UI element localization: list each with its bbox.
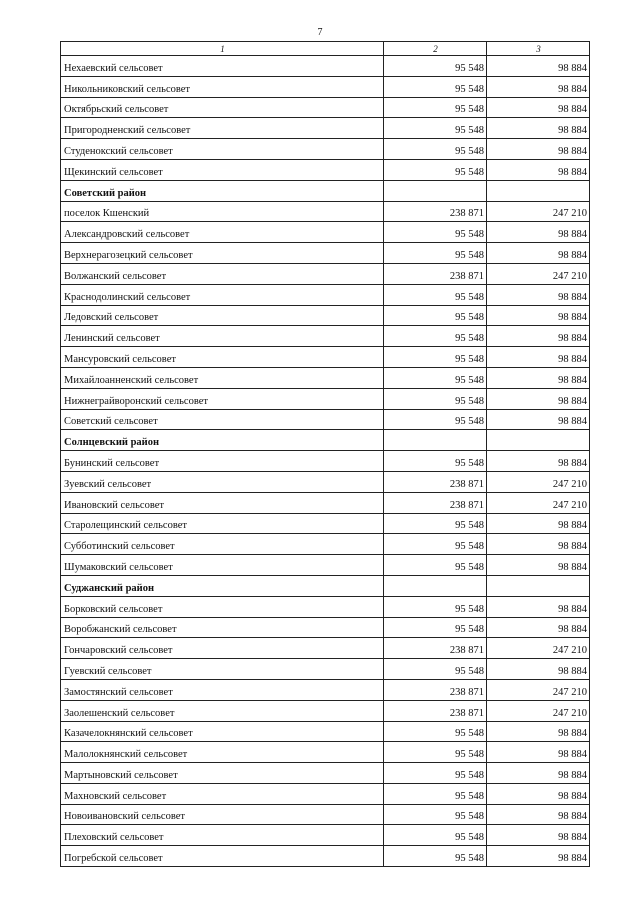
value-col-3: 98 884 [487,846,590,867]
settlement-name: Казачелокнянский сельсовет [61,721,384,742]
table-row [61,76,590,97]
value-col-3: 98 884 [487,284,590,305]
value-col-3: 98 884 [487,388,590,409]
table-row [61,451,590,472]
table-row [61,638,590,659]
value-col-2: 95 548 [384,804,487,825]
header-cell-3: 3 [487,42,590,56]
settlement-name: Зуевский сельсовет [61,471,384,492]
value-col-3: 98 884 [487,305,590,326]
value-col-3 [487,180,590,201]
table-row [61,659,590,680]
value-col-3: 98 884 [487,721,590,742]
district-header-row [61,180,590,201]
settlement-name: Ледовский сельсовет [61,305,384,326]
table-row [61,222,590,243]
district-name: Солнцевский район [61,430,384,451]
value-col-2: 95 548 [384,97,487,118]
table-row [61,139,590,160]
value-col-2: 95 548 [384,118,487,139]
settlement-name: Волжанский сельсовет [61,263,384,284]
allocation-table [60,41,590,867]
value-col-3: 98 884 [487,243,590,264]
table-body [61,42,590,867]
value-col-3: 98 884 [487,513,590,534]
value-col-3: 98 884 [487,825,590,846]
value-col-2: 95 548 [384,721,487,742]
table-row [61,97,590,118]
value-col-2: 95 548 [384,159,487,180]
value-col-2: 238 871 [384,700,487,721]
settlement-name: Воробжанский сельсовет [61,617,384,638]
value-col-2: 95 548 [384,367,487,388]
settlement-name: Краснодолинский сельсовет [61,284,384,305]
value-col-3: 98 884 [487,139,590,160]
settlement-name: Октябрьский сельсовет [61,97,384,118]
value-col-3: 247 210 [487,700,590,721]
settlement-name: Нехаевский сельсовет [61,56,384,77]
district-header-row [61,430,590,451]
value-col-2: 95 548 [384,222,487,243]
value-col-3 [487,575,590,596]
value-col-3: 98 884 [487,534,590,555]
settlement-name: Заолешенский сельсовет [61,700,384,721]
table-row [61,409,590,430]
value-col-3: 98 884 [487,617,590,638]
table-row [61,263,590,284]
table-row [61,471,590,492]
value-col-2: 95 548 [384,742,487,763]
value-col-2: 95 548 [384,846,487,867]
value-col-3: 98 884 [487,326,590,347]
value-col-3: 98 884 [487,76,590,97]
table-row [61,742,590,763]
value-col-3: 247 210 [487,492,590,513]
value-col-3: 98 884 [487,451,590,472]
settlement-name: Щекинский сельсовет [61,159,384,180]
header-cell-1: 1 [61,42,384,56]
value-col-3: 98 884 [487,555,590,576]
value-col-2: 95 548 [384,451,487,472]
table-row [61,596,590,617]
value-col-3 [487,430,590,451]
value-col-3: 98 884 [487,56,590,77]
value-col-2: 95 548 [384,825,487,846]
value-col-2: 95 548 [384,284,487,305]
settlement-name: Махновский сельсовет [61,783,384,804]
table-row [61,305,590,326]
value-col-3: 98 884 [487,659,590,680]
value-col-3: 98 884 [487,596,590,617]
value-col-3: 247 210 [487,638,590,659]
value-col-3: 98 884 [487,367,590,388]
table-row [61,534,590,555]
table-row [61,700,590,721]
value-col-2 [384,180,487,201]
page-number: 7 [317,27,323,38]
value-col-2: 95 548 [384,347,487,368]
settlement-name: Студенокский сельсовет [61,139,384,160]
value-col-2 [384,575,487,596]
table-row [61,679,590,700]
value-col-2: 95 548 [384,388,487,409]
value-col-2: 95 548 [384,409,487,430]
table-row [61,825,590,846]
table-row [61,159,590,180]
table-row [61,56,590,77]
value-col-2: 238 871 [384,638,487,659]
value-col-2: 238 871 [384,492,487,513]
settlement-name: Плеховский сельсовет [61,825,384,846]
value-col-2 [384,430,487,451]
table-row [61,388,590,409]
table-row [61,555,590,576]
settlement-name: Новоивановский сельсовет [61,804,384,825]
value-col-3: 98 884 [487,742,590,763]
value-col-3: 98 884 [487,118,590,139]
settlement-name: Бунинский сельсовет [61,451,384,472]
value-col-2: 95 548 [384,139,487,160]
settlement-name: Никольниковский сельсовет [61,76,384,97]
table-row [61,118,590,139]
table-row [61,284,590,305]
value-col-3: 247 210 [487,679,590,700]
value-col-2: 95 548 [384,617,487,638]
settlement-name: Нижнеграйворонский сельсовет [61,388,384,409]
settlement-name: Борковский сельсовет [61,596,384,617]
value-col-3: 98 884 [487,159,590,180]
value-col-2: 95 548 [384,305,487,326]
table-row [61,617,590,638]
header-cell-2: 2 [384,42,487,56]
settlement-name: Мартыновский сельсовет [61,763,384,784]
table-row [61,846,590,867]
value-col-3: 98 884 [487,409,590,430]
settlement-name: Мансуровский сельсовет [61,347,384,368]
settlement-name: Шумаковский сельсовет [61,555,384,576]
value-col-3: 98 884 [487,783,590,804]
settlement-name: Ленинский сельсовет [61,326,384,347]
settlement-name: Замостянский сельсовет [61,679,384,700]
district-name: Суджанский район [61,575,384,596]
settlement-name: Малолокнянский сельсовет [61,742,384,763]
settlement-name: Ивановский сельсовет [61,492,384,513]
settlement-name: Гуевский сельсовет [61,659,384,680]
district-name: Советский район [61,180,384,201]
value-col-2: 238 871 [384,201,487,222]
table-row [61,513,590,534]
table-header-row [61,42,590,56]
table-row [61,243,590,264]
value-col-2: 95 548 [384,596,487,617]
value-col-3: 98 884 [487,347,590,368]
settlement-name: Гончаровский сельсовет [61,638,384,659]
settlement-name: Александровский сельсовет [61,222,384,243]
table-row [61,763,590,784]
value-col-2: 95 548 [384,763,487,784]
table-row [61,326,590,347]
value-col-3: 98 884 [487,763,590,784]
value-col-2: 95 548 [384,783,487,804]
value-col-2: 95 548 [384,76,487,97]
table-row [61,347,590,368]
table-row [61,783,590,804]
table-row [61,367,590,388]
settlement-name: Старолещинский сельсовет [61,513,384,534]
value-col-2: 238 871 [384,263,487,284]
value-col-3: 247 210 [487,263,590,284]
value-col-2: 95 548 [384,659,487,680]
table-row [61,721,590,742]
value-col-2: 95 548 [384,534,487,555]
table-row [61,804,590,825]
value-col-3: 247 210 [487,201,590,222]
district-header-row [61,575,590,596]
value-col-3: 98 884 [487,97,590,118]
settlement-name: Субботинский сельсовет [61,534,384,555]
value-col-2: 95 548 [384,555,487,576]
settlement-name: поселок Кшенский [61,201,384,222]
value-col-3: 98 884 [487,222,590,243]
value-col-2: 238 871 [384,471,487,492]
settlement-name: Советский сельсовет [61,409,384,430]
settlement-name: Пригородненский сельсовет [61,118,384,139]
value-col-2: 95 548 [384,56,487,77]
settlement-name: Погребской сельсовет [61,846,384,867]
settlement-name: Михайлоанненский сельсовет [61,367,384,388]
value-col-3: 247 210 [487,471,590,492]
table-row [61,492,590,513]
value-col-2: 95 548 [384,326,487,347]
settlement-name: Верхнерагозецкий сельсовет [61,243,384,264]
value-col-2: 95 548 [384,243,487,264]
value-col-3: 98 884 [487,804,590,825]
value-col-2: 95 548 [384,513,487,534]
table-row [61,201,590,222]
value-col-2: 238 871 [384,679,487,700]
